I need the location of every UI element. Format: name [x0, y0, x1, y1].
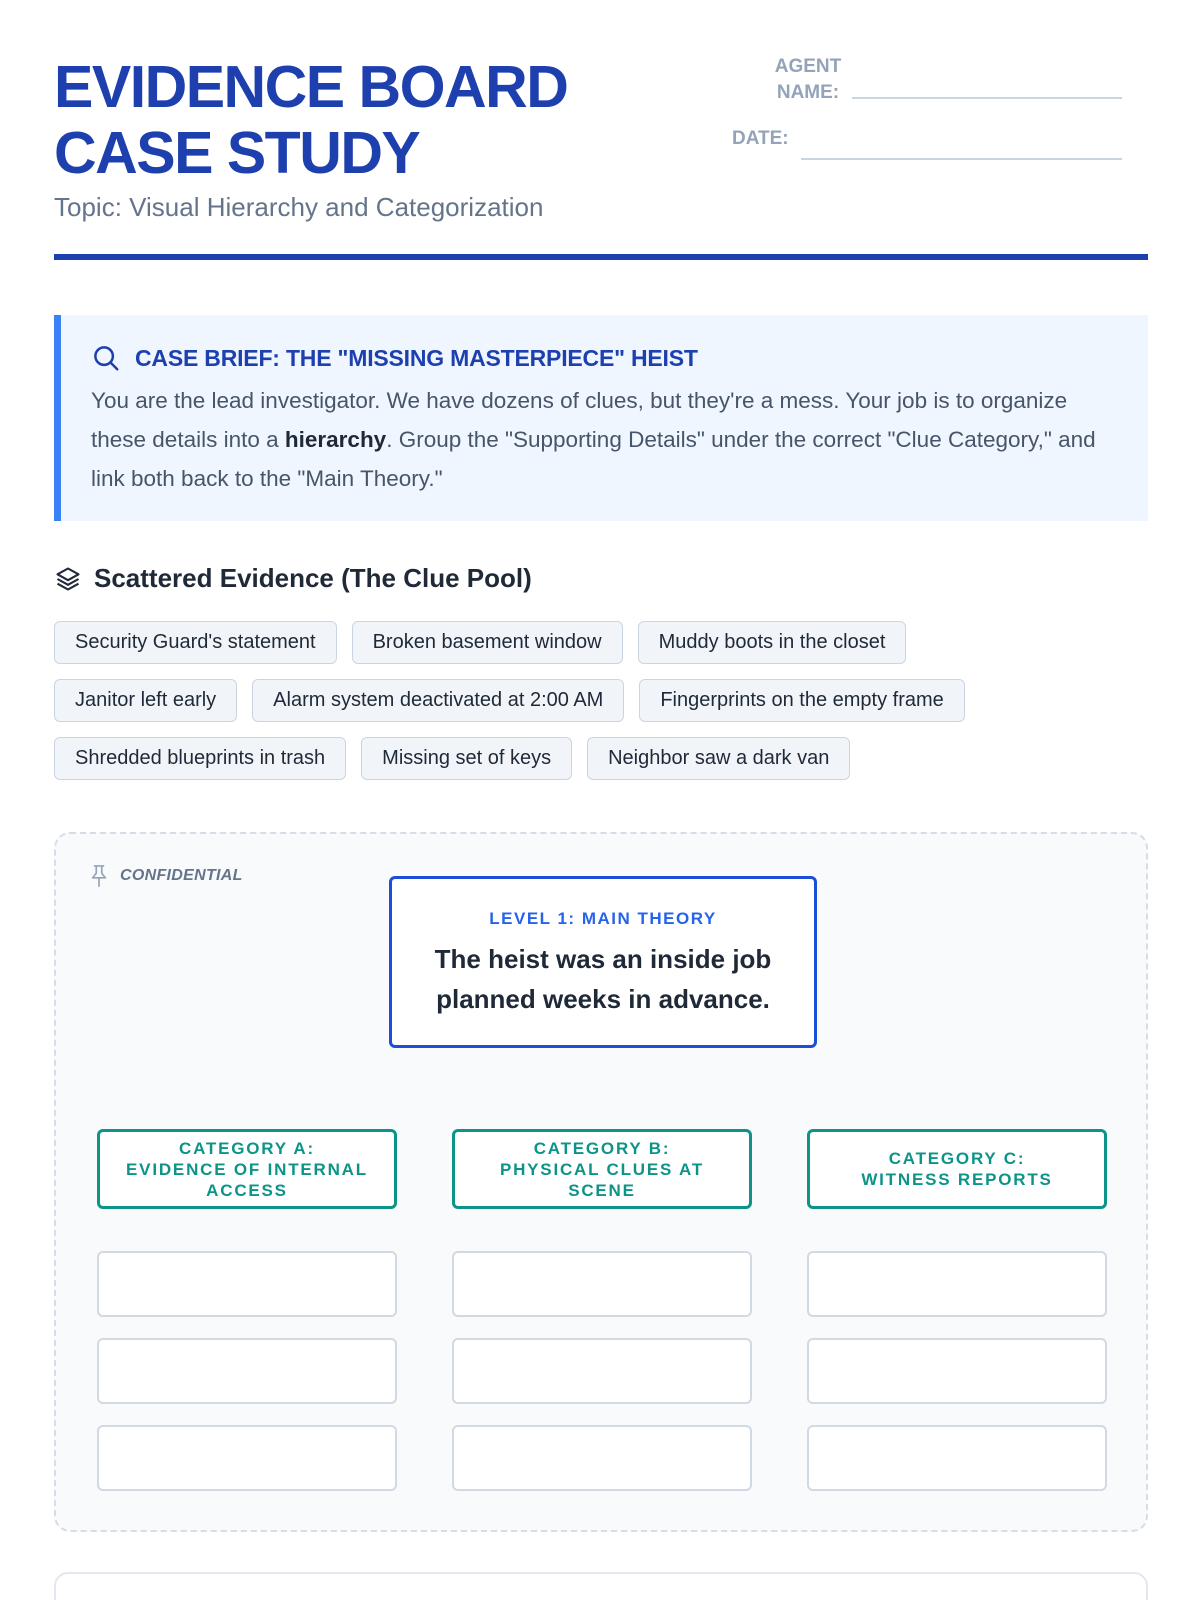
clue-chip[interactable]: Missing set of keys	[361, 737, 572, 780]
title-line-2: CASE STUDY	[54, 120, 420, 186]
category-a-slot[interactable]	[97, 1338, 397, 1404]
category-b-slot[interactable]	[452, 1425, 752, 1491]
clue-pool-title: Scattered Evidence (The Clue Pool)	[94, 563, 532, 593]
main-theory-label: LEVEL 1: MAIN THEORY	[489, 909, 717, 928]
clue-chip[interactable]: Broken basement window	[352, 621, 623, 664]
category-b-slot[interactable]	[452, 1338, 752, 1404]
clue-row	[54, 621, 1148, 664]
clue-pool	[54, 621, 1148, 795]
agent-label-line-1: AGENT	[774, 56, 842, 77]
category-a-slot[interactable]	[97, 1425, 397, 1491]
case-brief	[54, 315, 1148, 521]
category-b-line-1: CATEGORY B:	[533, 1138, 671, 1158]
page-title	[54, 54, 1148, 186]
category-b-slot[interactable]	[452, 1251, 752, 1317]
page-subtitle: Topic: Visual Hierarchy and Categorization	[54, 192, 544, 222]
category-b-card	[452, 1129, 752, 1209]
pin-icon	[88, 864, 110, 888]
clue-row	[54, 679, 1148, 722]
brief-text-bold: hierarchy	[284, 427, 387, 452]
category-c-card	[807, 1129, 1107, 1209]
clue-chip[interactable]: Muddy boots in the closet	[638, 621, 907, 664]
agent-name-label	[772, 54, 844, 106]
confidential-label: CONFIDENTIAL	[120, 867, 243, 884]
category-c-slot[interactable]	[807, 1338, 1107, 1404]
category-a-line-3: ACCESS	[206, 1180, 288, 1200]
category-a-line-1: CATEGORY A:	[179, 1138, 315, 1158]
clue-chip[interactable]: Alarm system deactivated at 2:00 AM	[252, 679, 624, 722]
layers-icon	[54, 565, 82, 593]
date-label: DATE:	[732, 128, 789, 149]
clue-pool-heading	[54, 563, 532, 594]
category-c-line-1: CATEGORY C:	[888, 1149, 1026, 1168]
search-icon	[91, 343, 121, 373]
theory-line-2: planned weeks in advance.	[436, 984, 770, 1014]
clue-row	[54, 737, 1148, 780]
category-c-line-2: WITNESS REPORTS	[861, 1170, 1053, 1189]
next-section-card	[54, 1572, 1148, 1600]
header	[54, 54, 1148, 264]
main-theory-card	[389, 876, 817, 1048]
category-b-line-2: PHYSICAL CLUES AT	[499, 1159, 705, 1179]
brief-text-end: . Group the "Supporting Details" under the correct "Clue Category," and link both back to the "Main Theory."	[91, 427, 1096, 491]
brief-text-start: You are the lead investigator. We have dozens of clues, but they're a mess. Your job is to organize these details into a	[91, 388, 1068, 452]
case-brief-title: CASE BRIEF: THE "MISSING MASTERPIECE" HEIST	[135, 344, 698, 371]
clue-chip[interactable]: Fingerprints on the empty frame	[639, 679, 964, 722]
agent-name-field[interactable]	[852, 97, 1122, 99]
category-c-slot[interactable]	[807, 1251, 1107, 1317]
date-field[interactable]	[801, 158, 1122, 160]
theory-line-1: The heist was an inside job	[434, 944, 772, 974]
agent-label-line-2: NAME:	[776, 82, 840, 103]
header-divider	[54, 254, 1148, 260]
confidential-stamp	[88, 864, 243, 888]
category-a-line-2: EVIDENCE OF INTERNAL	[126, 1159, 368, 1179]
main-theory-text	[392, 939, 814, 1019]
case-brief-heading	[91, 343, 698, 373]
clue-chip[interactable]: Shredded blueprints in trash	[54, 737, 346, 780]
category-a-card	[97, 1129, 397, 1209]
clue-chip[interactable]: Security Guard's statement	[54, 621, 337, 664]
category-a-slot[interactable]	[97, 1251, 397, 1317]
category-b-line-3: SCENE	[568, 1180, 636, 1200]
clue-chip[interactable]: Janitor left early	[54, 679, 237, 722]
case-brief-text	[91, 381, 1101, 498]
clue-chip[interactable]: Neighbor saw a dark van	[587, 737, 850, 780]
category-c-slot[interactable]	[807, 1425, 1107, 1491]
title-line-1: EVIDENCE BOARD	[54, 54, 568, 120]
evidence-board	[54, 832, 1148, 1532]
